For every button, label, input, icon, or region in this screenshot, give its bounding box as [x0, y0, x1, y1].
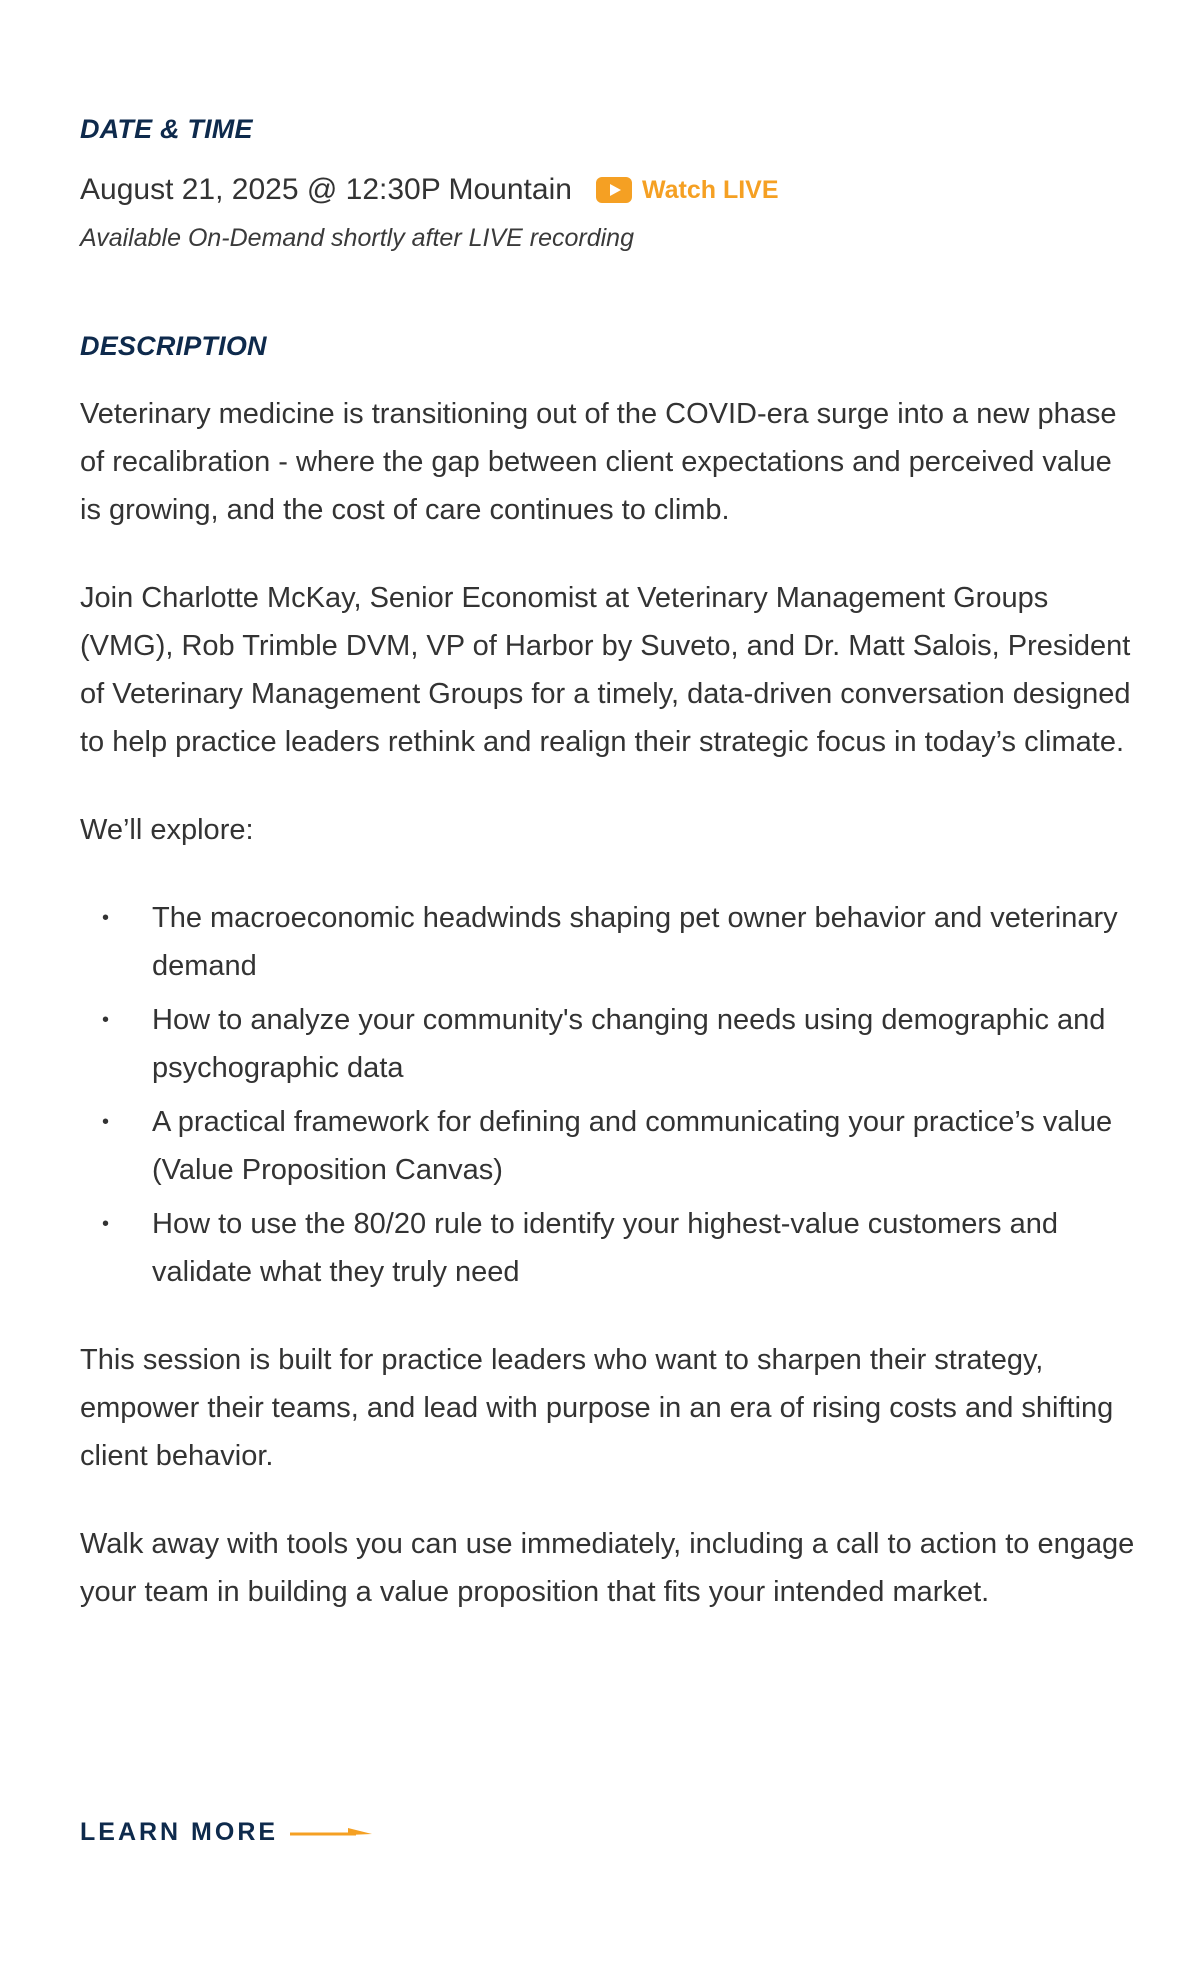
watch-live-link[interactable]: [596, 176, 779, 205]
arrow-right-icon: [290, 1826, 372, 1840]
explore-intro: We’ll explore:: [80, 814, 254, 846]
description-paragraph: Veterinary medicine is transitioning out of the COVID-era surge into a new phase of recalibration - where the gap between client expectations and perceived value is growing, and the cost of care continues to climb.: [80, 398, 1117, 526]
description-paragraph: Walk away with tools you can use immediately, including a call to action to engage your team in building a value proposition that fits your intended market.: [80, 1528, 1135, 1608]
event-datetime-row: [80, 173, 779, 207]
list-item: • How to analyze your community's changing needs using demographic and psychographic data: [80, 996, 1140, 1092]
list-item: • The macroeconomic headwinds shaping pet owner behavior and veterinary demand: [80, 894, 1140, 990]
explore-list: [80, 894, 1140, 1296]
list-item: • A practical framework for defining and communicating your practice’s value (Value Proposition Canvas): [80, 1098, 1140, 1194]
watch-live-label: Watch LIVE: [641, 175, 779, 204]
description-paragraph: This session is built for practice leaders who want to sharpen their strategy, empower their teams, and lead with purpose in an era of rising costs and shifting client behavior.: [80, 1344, 1114, 1472]
date-time-heading: DATE & TIME: [80, 114, 253, 144]
ondemand-note: Available On-Demand shortly after LIVE recording: [80, 224, 634, 252]
learn-more-link[interactable]: [80, 1818, 372, 1847]
learn-more-label: LEARN MORE: [80, 1818, 279, 1846]
play-icon: [596, 177, 632, 203]
description-body: [80, 390, 1140, 1656]
list-item: • How to use the 80/20 rule to identify your highest-value customers and validate what they truly need: [80, 1200, 1140, 1296]
description-paragraph: Join Charlotte McKay, Senior Economist at Veterinary Management Groups (VMG), Rob Trimble DVM, VP of Harbor by Suveto, and Dr. Matt Salois, President of Veterinary Management Groups for a timely, data-driven conversation designed to help practice leaders rethink and realign their strategic focus in today’s climate.: [80, 582, 1131, 758]
event-datetime: August 21, 2025 @ 12:30P Mountain: [80, 173, 572, 206]
description-heading: DESCRIPTION: [80, 331, 267, 361]
